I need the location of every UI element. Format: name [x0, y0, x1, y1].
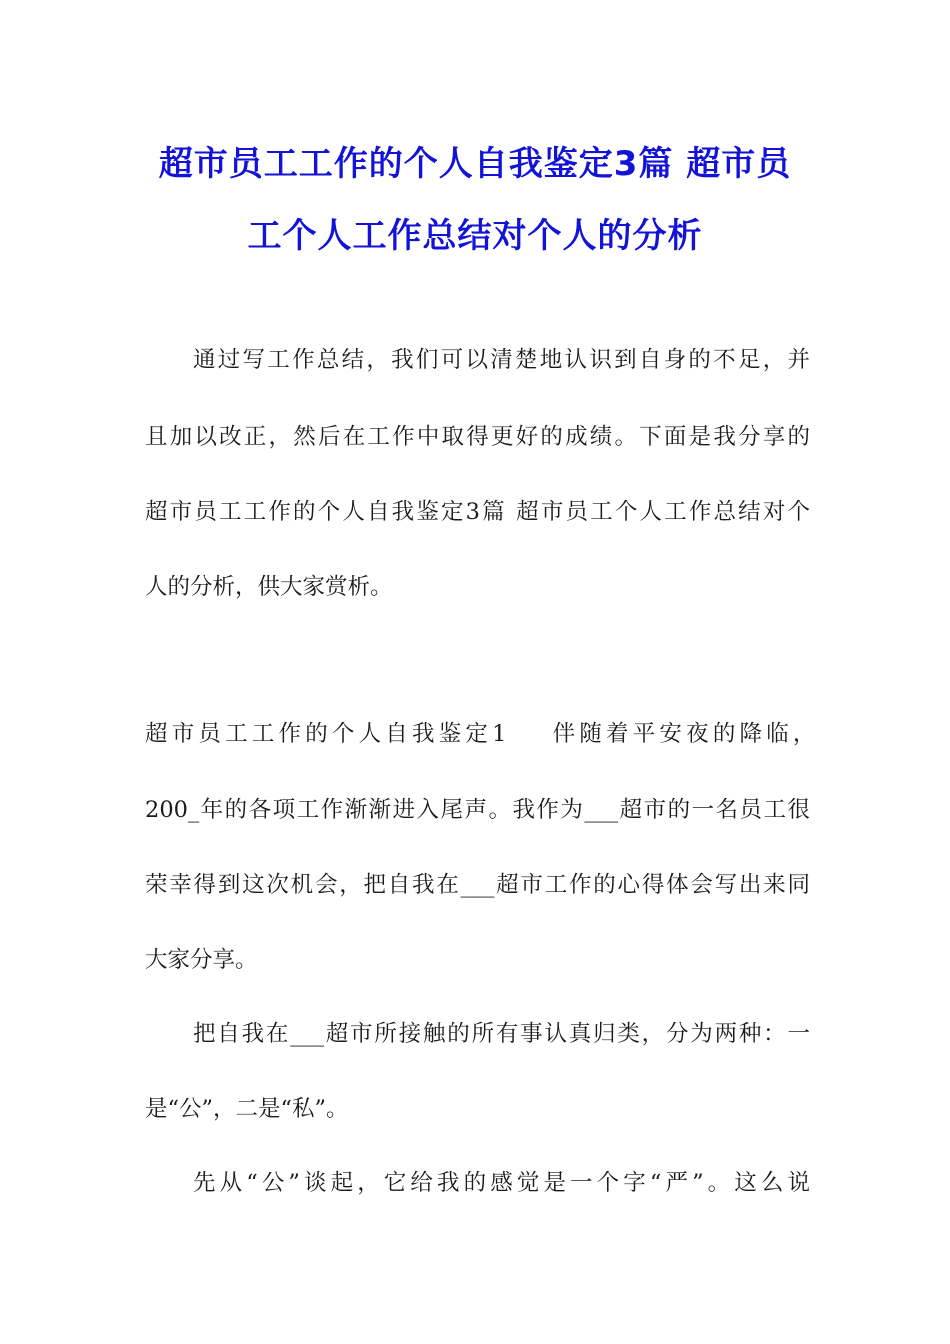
intro-line-2: 且加以改正，然后在工作中取得更好的成绩。下面是我分享的 — [145, 424, 810, 450]
section1-line-1: 200_年的各项工作渐渐进入尾声。我作为___超市的一名员工很 — [145, 797, 810, 823]
section1-heading-tail: 伴随着平安夜的降临， — [552, 721, 820, 747]
title-line-2: 工个人工作总结对个人的分析 — [247, 216, 703, 256]
intro-line-1: 通过写工作总结，我们可以清楚地认识到自身的不足，并 — [193, 347, 810, 373]
para3-line-1: 先从“公”谈起，它给我的感觉是一个字“严”。这么说 — [193, 1170, 810, 1196]
section1-line-3: 大家分享。 — [145, 947, 258, 973]
section1-line-2: 荣幸得到这次机会，把自我在___超市工作的心得体会写出来同 — [145, 872, 810, 898]
section1-heading-line — [145, 719, 820, 749]
intro-line-4: 人的分析，供大家赏析。 — [145, 574, 393, 600]
para2-line-1: 把自我在___超市所接触的所有事认真归类，分为两种：一 — [193, 1021, 810, 1047]
title-line-1: 超市员工工作的个人自我鉴定3篇 超市员 — [158, 144, 792, 184]
document-title — [90, 128, 860, 272]
para2-line-2: 是“公”，二是“私”。 — [145, 1096, 349, 1122]
section1-heading: 超市员工工作的个人自我鉴定1 — [145, 721, 511, 747]
intro-line-3: 超市员工工作的个人自我鉴定3篇 超市员工个人工作总结对个 — [145, 499, 810, 525]
